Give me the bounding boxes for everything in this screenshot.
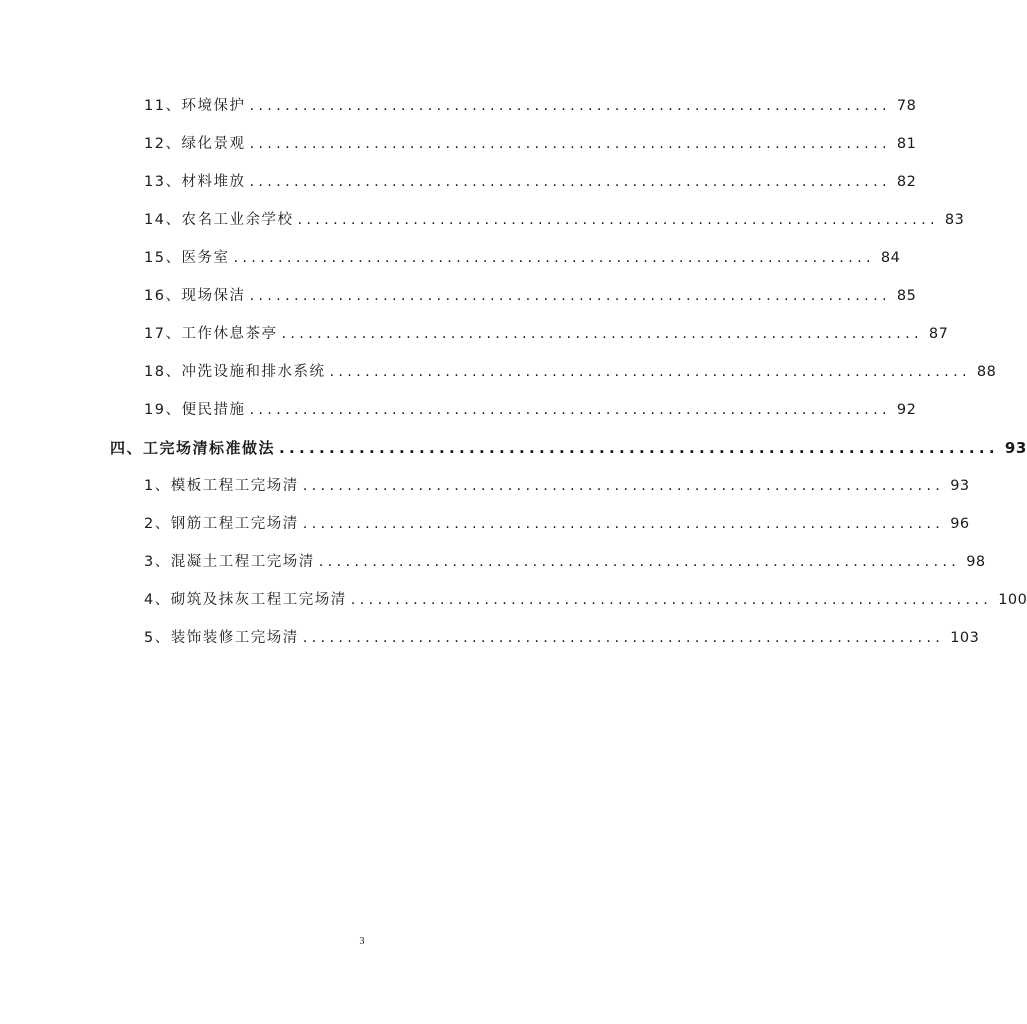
toc-entry[interactable]: [144, 627, 980, 649]
toc-entry[interactable]: [144, 285, 917, 307]
toc-leader-dots: ........................................................................: [302, 516, 945, 532]
toc-entry-label: 3、混凝土工程工完场清: [144, 554, 315, 570]
toc-entry[interactable]: [144, 399, 917, 421]
toc-chapter-entry[interactable]: [110, 437, 1027, 459]
toc-entry-label: 15、医务室: [144, 250, 230, 266]
toc-leader-dots: ........................................................................: [249, 288, 891, 304]
toc-leader-dots: ........................................................................: [249, 98, 891, 114]
toc-leader-dots: ........................................................................: [281, 326, 923, 342]
toc-leader-dots: ........................................................................: [249, 402, 891, 418]
toc-entry[interactable]: [144, 209, 965, 231]
toc-entry-label: 12、绿化景观: [144, 136, 246, 152]
toc-entry-page: 82: [896, 174, 917, 190]
toc-entry[interactable]: [144, 247, 901, 269]
toc-entry-label: 14、农名工业余学校: [144, 212, 294, 228]
toc-entry-label: 5、装饰装修工完场清: [144, 630, 299, 646]
toc-entry-label: 4、砌筑及抹灰工程工完场清: [144, 592, 347, 608]
toc-entry-label: 2、钢筋工程工完场清: [144, 516, 299, 532]
toc-leader-dots: ........................................................................: [297, 212, 939, 228]
toc-leader-dots: ........................................................................: [249, 136, 891, 152]
toc-entry[interactable]: [144, 95, 917, 117]
toc-entry-page: 93: [950, 478, 970, 494]
toc-leader-dots: ........................................................................: [329, 364, 971, 380]
toc-entry-page: 93: [1004, 439, 1027, 457]
toc-entry-label: 16、现场保洁: [144, 288, 246, 304]
toc-entry-page: 98: [966, 554, 986, 570]
toc-entry[interactable]: [144, 323, 949, 345]
toc-entry[interactable]: [144, 171, 917, 193]
toc-entry-label: 11、环境保护: [144, 98, 246, 114]
toc-entry-label: 18、冲洗设施和排水系统: [144, 364, 326, 380]
toc-entry-page: 84: [880, 250, 901, 266]
toc-entry-page: 100: [998, 592, 1027, 608]
toc-entry[interactable]: [144, 551, 986, 573]
toc-entry-page: 92: [896, 402, 917, 418]
toc-entry-label: 1、模板工程工完场清: [144, 478, 299, 494]
toc-leader-dots: ........................................................................: [233, 250, 875, 266]
toc-entry-label: 19、便民措施: [144, 402, 246, 418]
toc-entry[interactable]: [144, 361, 997, 383]
toc-entry[interactable]: [144, 589, 1027, 611]
toc-entry-page: 103: [950, 630, 980, 646]
toc-leader-dots: ........................................................................: [249, 174, 891, 190]
toc-leader-dots: ........................................................................: [302, 478, 945, 494]
toc-leader-dots: ........................................................................: [302, 630, 945, 646]
toc-leader-dots: ........................................................................: [318, 554, 961, 570]
toc-leader-dots: ........................................................................: [350, 592, 993, 608]
toc-entry[interactable]: [144, 133, 917, 155]
toc-entry-page: 78: [896, 98, 917, 114]
toc-entry-page: 83: [944, 212, 965, 228]
toc-entry[interactable]: [144, 475, 970, 497]
toc-entry-page: 88: [976, 364, 997, 380]
toc-entry-page: 96: [950, 516, 970, 532]
toc-entry-label: 17、工作休息茶亭: [144, 326, 278, 342]
toc-entry-label: 四、工完场清标准做法: [110, 439, 276, 457]
toc-leader-dots: ........................................................................: [279, 439, 999, 457]
toc-entry[interactable]: [144, 513, 970, 535]
toc-entry-page: 81: [896, 136, 917, 152]
toc-entry-label: 13、材料堆放: [144, 174, 246, 190]
toc-entry-page: 85: [896, 288, 917, 304]
toc-entry-page: 87: [928, 326, 949, 342]
page-number: 3: [359, 936, 365, 947]
